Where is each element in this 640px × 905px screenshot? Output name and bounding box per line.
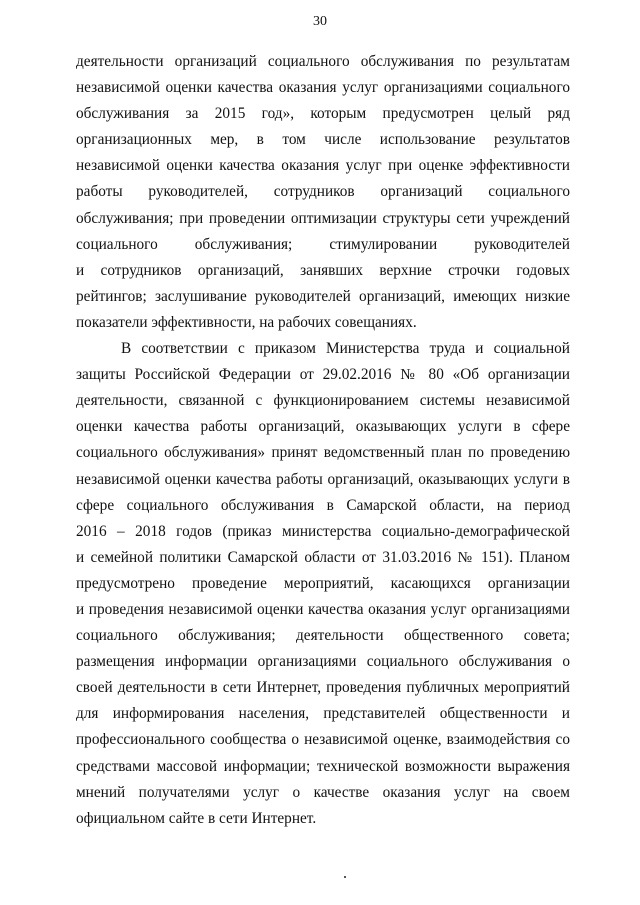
- text-line: социального обслуживания» принят ведомственный план по проведению: [76, 444, 570, 462]
- text-line: и сотрудников организаций, занявших верхние строчки годовых: [76, 261, 570, 279]
- text-line: сфере социального обслуживания в Самарской области, на период: [76, 496, 570, 514]
- text-line: независимой оценки качества оказания услуг при оценке эффективности: [76, 157, 570, 175]
- text-line: предусмотрено проведение мероприятий, касающихся организации: [76, 574, 570, 592]
- text-line: средствами массовой информации; технической возможности выражения: [76, 757, 570, 775]
- text-line: своей деятельности в сети Интернет, проведения публичных мероприятий: [76, 679, 570, 697]
- text-line: мнений получателями услуг о качестве оказания услуг на своем: [76, 783, 570, 801]
- text-line: организационных мер, в том числе использование результатов: [76, 131, 570, 149]
- text-line: и семейной политики Самарской области от 31.03.2016 № 151). Планом: [76, 548, 570, 566]
- text-line: официальном сайте в сети Интернет.: [76, 809, 317, 827]
- scan-speck: [344, 876, 346, 878]
- text-line: и проведения независимой оценки качества оказания услуг организациями: [76, 600, 570, 618]
- text-line: профессионального сообщества о независимой оценке, взаимодействия со: [76, 731, 570, 749]
- text-line: для информирования населения, представителей общественности и: [76, 705, 570, 723]
- text-line: обслуживания за 2015 год», которым предусмотрен целый ряд: [76, 105, 570, 123]
- text-line: независимой оценки качества работы организаций, оказывающих услуги в: [76, 470, 570, 488]
- text-line: показатели эффективности, на рабочих совещаниях.: [76, 313, 417, 331]
- text-line: обслуживания; при проведении оптимизации структуры сети учреждений: [76, 209, 570, 227]
- text-line: В соответствии с приказом Министерства труда и социальной: [121, 340, 570, 358]
- text-line: оценки качества работы организаций, оказывающих услуги в сфере: [76, 418, 570, 436]
- text-line: независимой оценки качества оказания услуг организациями социального: [76, 79, 570, 97]
- text-line: деятельности, связанной с функционированием системы независимой: [76, 392, 570, 410]
- text-line: деятельности организаций социального обслуживания по результатам: [76, 53, 570, 70]
- text-line: работы руководителей, сотрудников организаций социального: [76, 183, 570, 201]
- text-line: социального обслуживания; стимулировании руководителей: [76, 235, 570, 253]
- document-body: [76, 49, 570, 832]
- text-line: защиты Российской Федерации от 29.02.2016 № 80 «Об организации: [76, 366, 570, 384]
- page-number: 30: [313, 14, 327, 29]
- text-line: размещения информации организациями социального обслуживания о: [76, 653, 570, 671]
- text-line: 2016 – 2018 годов (приказ министерства социально-демографической: [76, 522, 570, 540]
- text-line: рейтингов; заслушивание руководителей организаций, имеющих низкие: [76, 287, 570, 305]
- text-line: социального обслуживания; деятельности общественного совета;: [76, 627, 570, 645]
